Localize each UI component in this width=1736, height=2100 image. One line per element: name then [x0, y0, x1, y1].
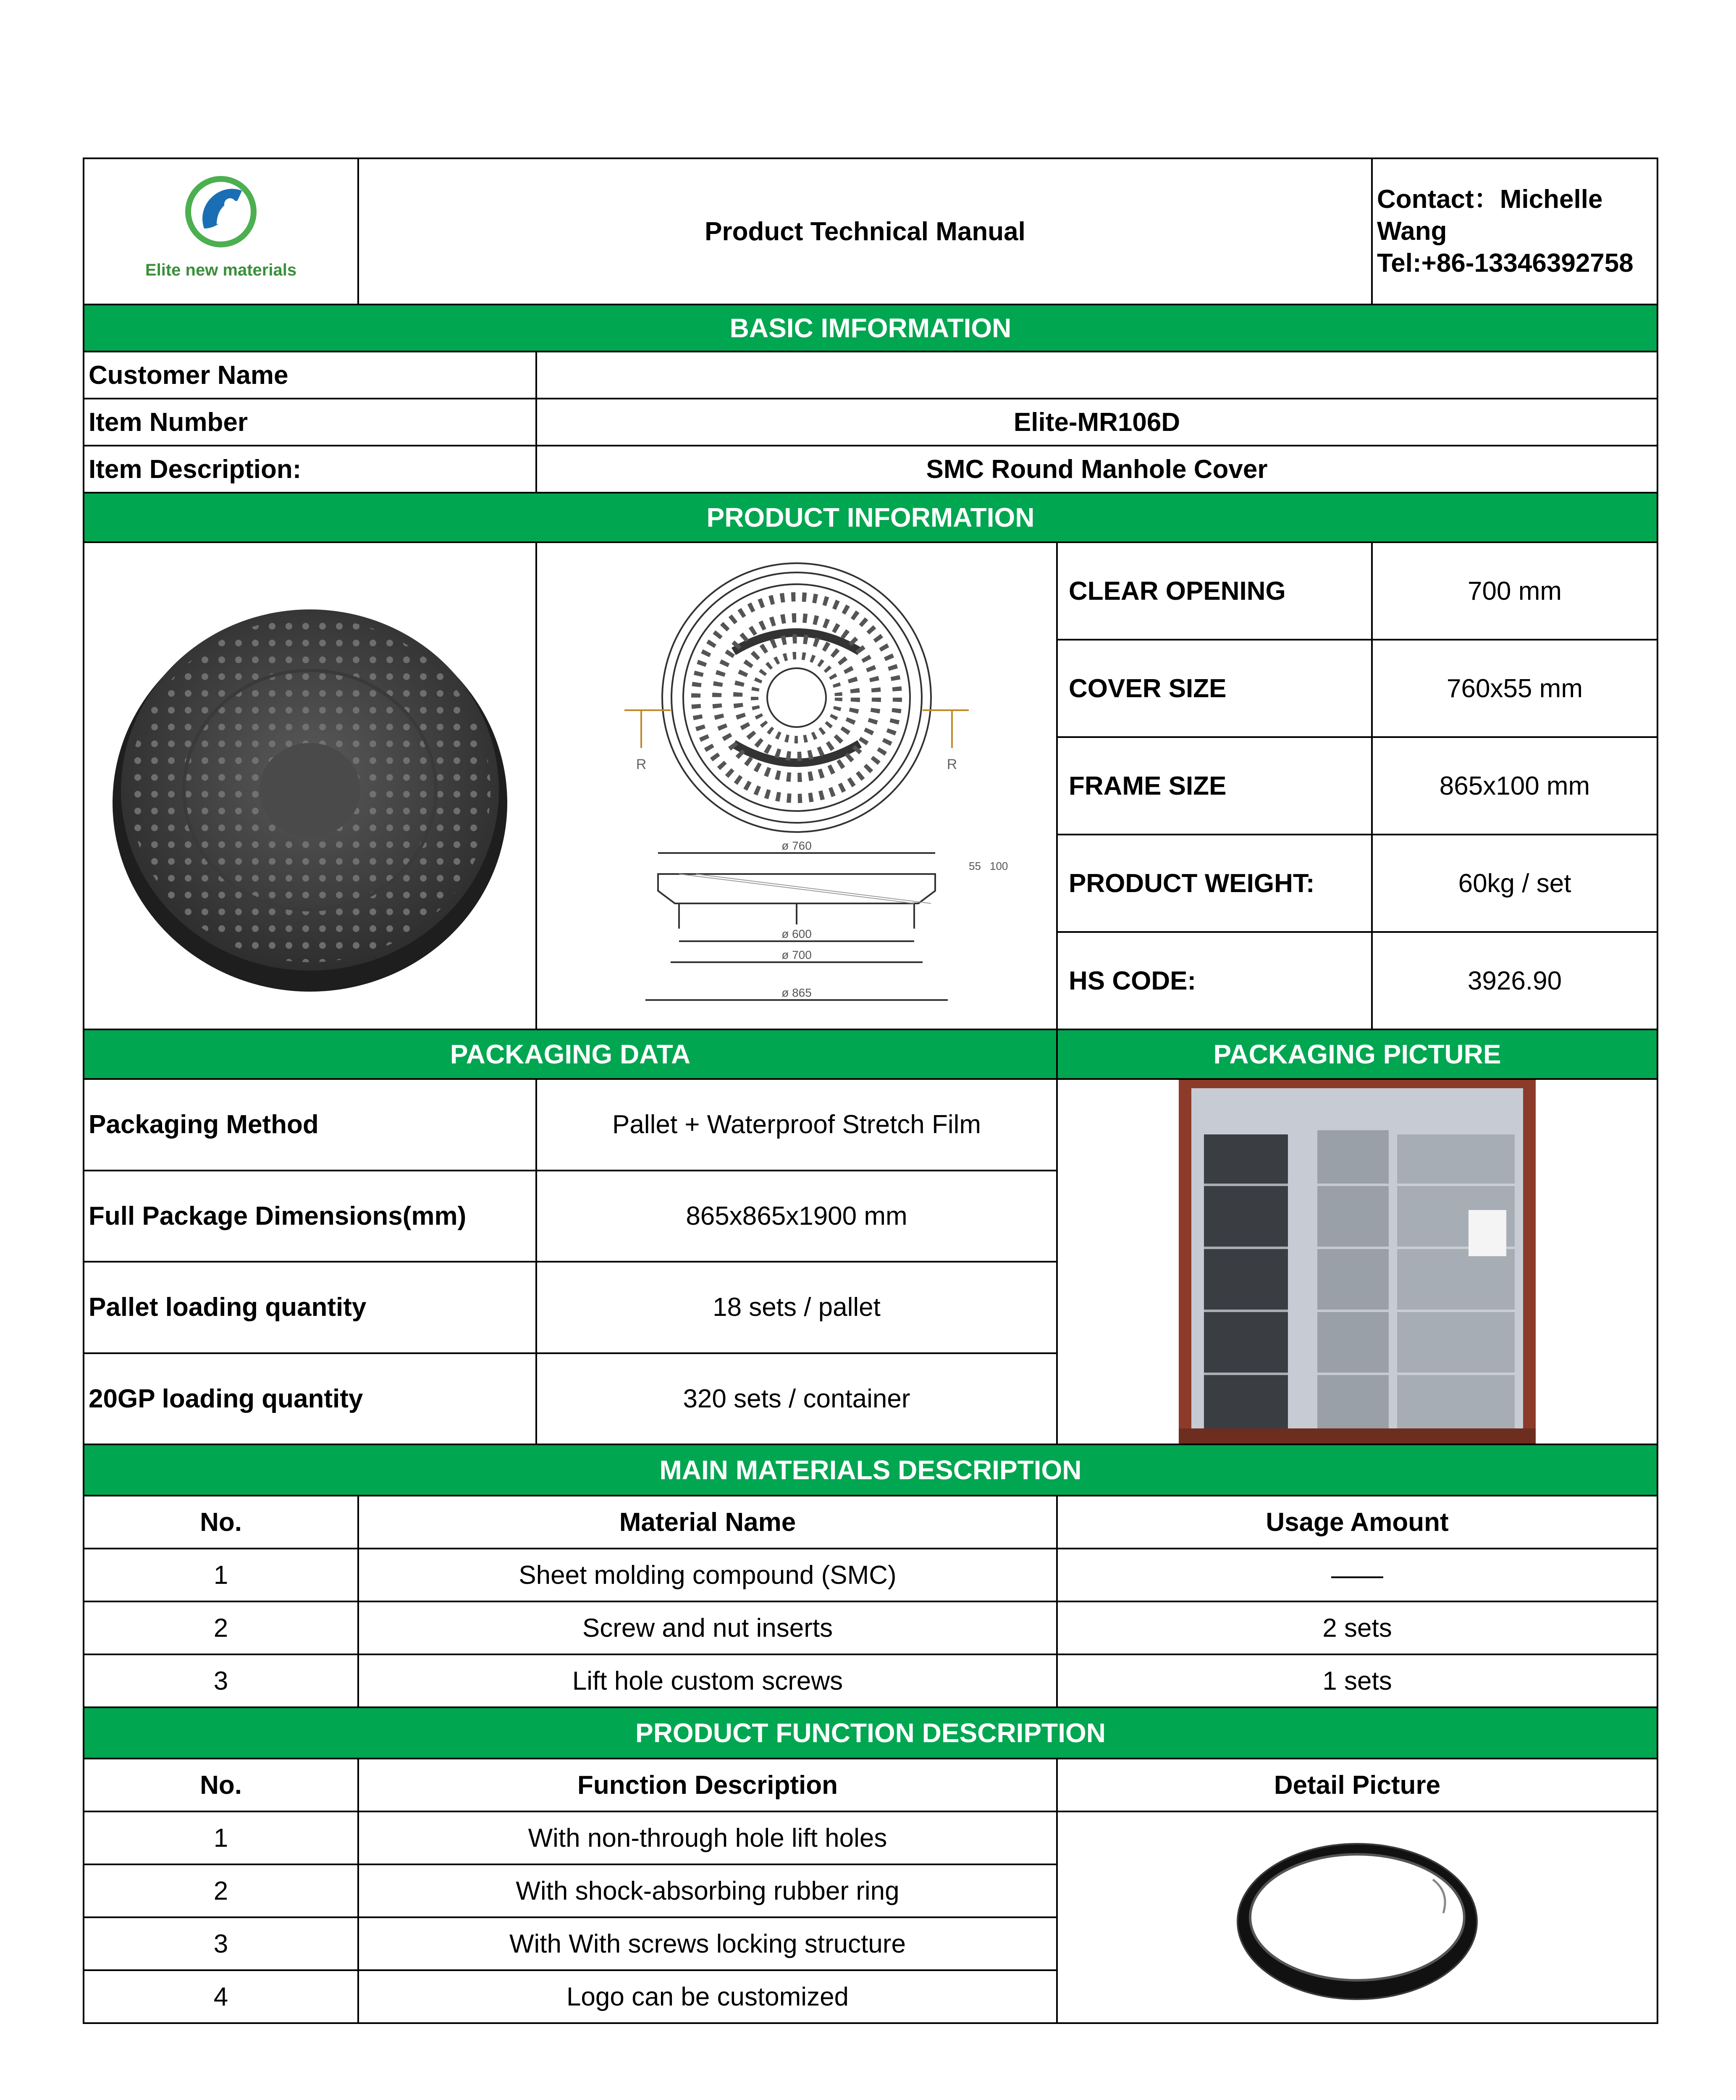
technical-manual-sheet	[83, 158, 1657, 2024]
customer-name-value	[536, 352, 1657, 399]
frame-ring-photo	[1231, 1816, 1483, 2018]
material-name: Lift hole custom screws	[358, 1654, 1057, 1707]
item-description-row	[84, 446, 1657, 493]
function-no: 4	[84, 1970, 358, 2023]
pallet-loading-label: Pallet loading quantity	[84, 1262, 536, 1353]
material-no: 2	[84, 1601, 358, 1654]
function-no: 3	[84, 1917, 358, 1970]
pallet-loading-value: 18 sets / pallet	[536, 1262, 1057, 1353]
function-no: 2	[84, 1864, 358, 1917]
spec-frame-size-label: FRAME SIZE	[1057, 737, 1372, 835]
technical-drawing-cell	[536, 542, 1057, 1029]
company-logo	[133, 165, 309, 291]
contact-tel: Tel:+86-13346392758	[1377, 249, 1634, 278]
material-row	[84, 1601, 1657, 1654]
material-amount: ——	[1057, 1549, 1657, 1601]
spec-hs-code-value: 3926.90	[1372, 932, 1657, 1029]
function-desc: With non-through hole lift holes	[358, 1811, 1057, 1864]
manhole-cover-photo	[96, 551, 524, 1021]
packaging-picture-heading: PACKAGING PICTURE	[1057, 1029, 1657, 1079]
materials-col-name: Material Name	[358, 1496, 1057, 1549]
functions-col-no: No.	[84, 1759, 358, 1811]
drawing-d700: ø 700	[781, 948, 812, 961]
function-row	[84, 1811, 1657, 1864]
drawing-h55: 55	[969, 860, 981, 872]
spec-hs-code-label: HS CODE:	[1057, 932, 1372, 1029]
function-desc: With With screws locking structure	[358, 1917, 1057, 1970]
material-name: Screw and nut inserts	[358, 1601, 1057, 1654]
material-row	[84, 1549, 1657, 1601]
manual-table	[83, 158, 1658, 2024]
material-no: 3	[84, 1654, 358, 1707]
function-desc: With shock-absorbing rubber ring	[358, 1864, 1057, 1917]
drawing-d760: ø 760	[781, 839, 812, 852]
contact-cell	[1372, 158, 1657, 304]
item-number-value: Elite-MR106D	[536, 399, 1657, 446]
functions-heading: PRODUCT FUNCTION DESCRIPTION	[84, 1707, 1657, 1759]
packaging-photo	[1179, 1080, 1536, 1444]
material-name: Sheet molding compound (SMC)	[358, 1549, 1057, 1601]
full-package-dimensions-label: Full Package Dimensions(mm)	[84, 1171, 536, 1262]
full-package-dimensions-value: 865x865x1900 mm	[536, 1171, 1057, 1262]
functions-col-desc: Function Description	[358, 1759, 1057, 1811]
customer-name-row	[84, 352, 1657, 399]
logo-cell	[84, 158, 358, 304]
product-photo-cell	[84, 542, 536, 1029]
materials-heading: MAIN MATERIALS DESCRIPTION	[84, 1444, 1657, 1496]
basic-information-heading: BASIC IMFORMATION	[84, 304, 1657, 352]
spec-cover-size-label: COVER SIZE	[1057, 640, 1372, 737]
spec-product-weight-value: 60kg / set	[1372, 835, 1657, 932]
spec-frame-size-value: 865x100 mm	[1372, 737, 1657, 835]
drawing-r-left: R	[636, 756, 647, 772]
function-no: 1	[84, 1811, 358, 1864]
contact-name: Contact：Michelle Wang	[1377, 185, 1603, 246]
drawing-d865: ø 865	[781, 986, 812, 999]
detail-picture-cell	[1057, 1811, 1657, 2023]
function-desc: Logo can be customized	[358, 1970, 1057, 2023]
page-title: Product Technical Manual	[358, 158, 1372, 304]
material-amount: 1 sets	[1057, 1654, 1657, 1707]
drawing-h100: 100	[990, 860, 1008, 872]
packaging-method-label: Packaging Method	[84, 1079, 536, 1171]
item-description-label: Item Description:	[84, 446, 536, 493]
customer-name-label: Customer Name	[84, 352, 536, 399]
technical-drawing	[545, 546, 1049, 1025]
logo-text: Elite new materials	[145, 260, 297, 279]
container-loading-value: 320 sets / container	[536, 1353, 1057, 1445]
drawing-d600: ø 600	[781, 927, 812, 940]
material-no: 1	[84, 1549, 358, 1601]
container-loading-label: 20GP loading quantity	[84, 1353, 536, 1445]
spec-cover-size-value: 760x55 mm	[1372, 640, 1657, 737]
item-number-row	[84, 399, 1657, 446]
spec-clear-opening-label: CLEAR OPENING	[1057, 542, 1372, 640]
item-description-value: SMC Round Manhole Cover	[536, 446, 1657, 493]
product-information-heading: PRODUCT INFORMATION	[84, 493, 1657, 542]
materials-col-amount: Usage Amount	[1057, 1496, 1657, 1549]
packaging-method-value: Pallet + Waterproof Stretch Film	[536, 1079, 1057, 1171]
material-amount: 2 sets	[1057, 1601, 1657, 1654]
item-number-label: Item Number	[84, 399, 536, 446]
materials-col-no: No.	[84, 1496, 358, 1549]
material-row	[84, 1654, 1657, 1707]
packaging-data-heading: PACKAGING DATA	[84, 1029, 1057, 1079]
functions-col-picture: Detail Picture	[1057, 1759, 1657, 1811]
spec-clear-opening-value: 700 mm	[1372, 542, 1657, 640]
spec-product-weight-label: PRODUCT WEIGHT:	[1057, 835, 1372, 932]
packaging-picture-cell	[1057, 1079, 1657, 1444]
drawing-r-right: R	[947, 756, 957, 772]
